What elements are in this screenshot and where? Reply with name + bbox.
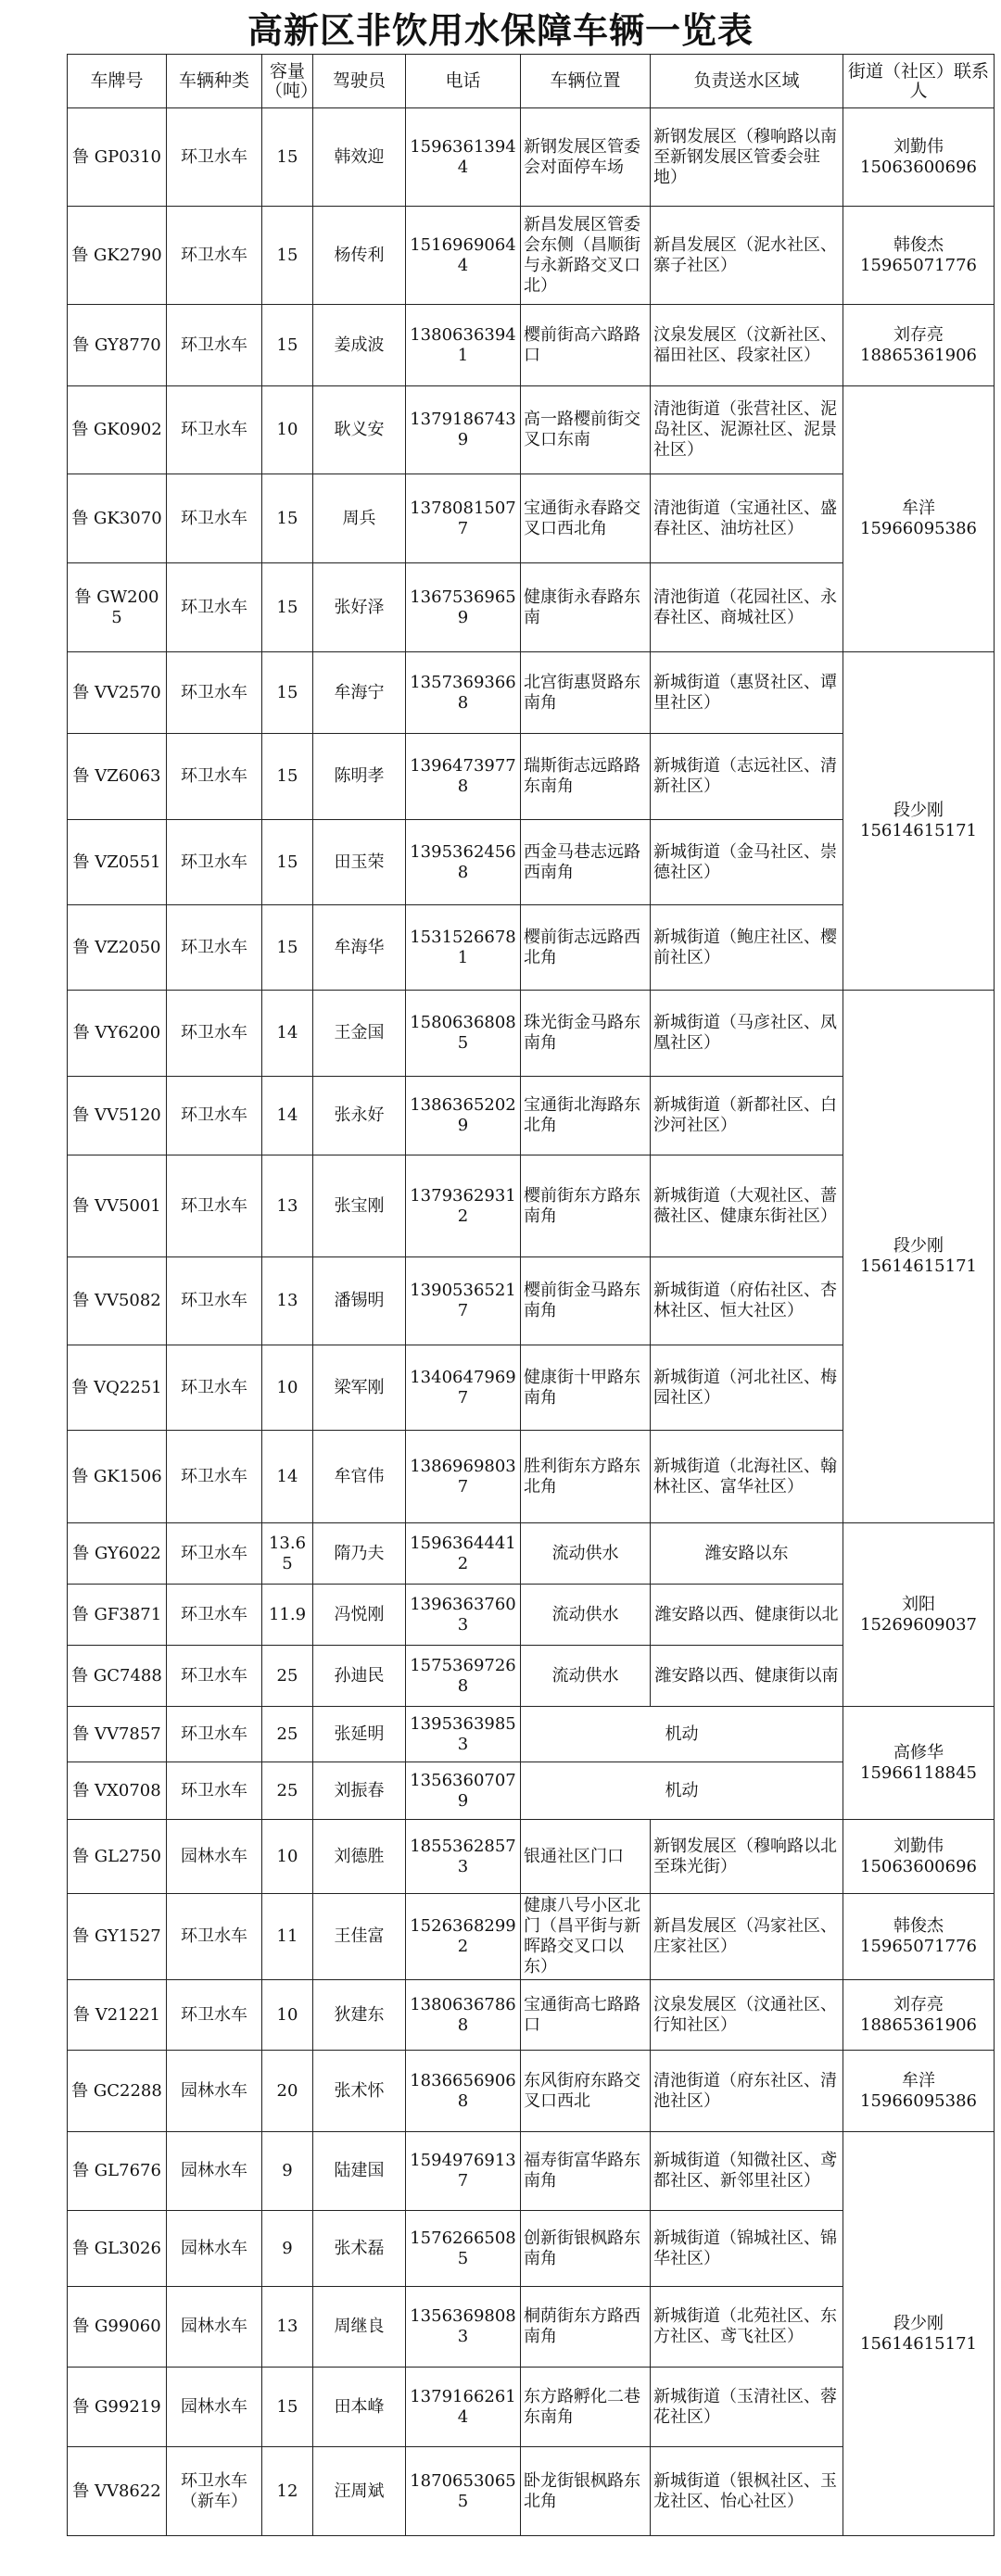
contact-phone: 18865361906 <box>860 345 977 365</box>
driver-cell: 汪周斌 <box>313 2447 406 2536</box>
contact-name: 刘勤伟 <box>893 136 944 157</box>
driver-cell: 田玉荣 <box>313 820 406 905</box>
capacity-cell: 25 <box>262 1762 313 1820</box>
area-cell: 新昌发展区（泥水社区、寨子社区） <box>651 207 843 305</box>
contact-name: 刘勤伟 <box>893 1836 944 1856</box>
capacity-cell: 14 <box>262 1431 313 1523</box>
phone-cell: 15806368085 <box>406 991 521 1077</box>
phone-cell: 15753697268 <box>406 1646 521 1707</box>
area-cell: 清池街道（花园社区、永春社区、商城社区） <box>651 563 843 652</box>
vehicle-type-cell: 园林水车 <box>167 2132 262 2211</box>
area-cell: 新城街道（玉清社区、蓉花社区） <box>651 2368 843 2447</box>
vehicle-type-cell: 园林水车 <box>167 2051 262 2132</box>
phone-cell: 18366569068 <box>406 2051 521 2132</box>
capacity-cell: 10 <box>262 1820 313 1894</box>
capacity-cell: 11 <box>262 1894 313 1980</box>
contact-cell <box>843 1894 995 1980</box>
header-capacity: 容量（吨） <box>262 55 313 108</box>
vehicle-type-cell: 环卫水车 <box>167 386 262 474</box>
driver-cell: 牟海华 <box>313 905 406 991</box>
driver-cell: 张永好 <box>313 1077 406 1155</box>
contact-name: 韩俊杰 <box>893 1916 944 1936</box>
contact-name: 段少刚 <box>893 801 944 820</box>
phone-cell: 13791867439 <box>406 386 521 474</box>
vehicle-type-cell: 环卫水车 <box>167 305 262 386</box>
area-cell: 新昌发展区（冯家社区、庄家社区） <box>651 1894 843 1980</box>
area-cell: 新钢发展区（穆响路以南至新钢发展区管委会驻地） <box>651 108 843 207</box>
table-body <box>68 108 995 2536</box>
plate-cell: 鲁 VV8622 <box>68 2447 167 2536</box>
location-cell: 胜利街东方路东北角 <box>521 1431 651 1523</box>
driver-cell: 田本峰 <box>313 2368 406 2447</box>
driver-cell: 梁军刚 <box>313 1345 406 1431</box>
area-cell: 新城街道（知微社区、鸢都社区、新邻里社区） <box>651 2132 843 2211</box>
phone-cell: 13863652029 <box>406 1077 521 1155</box>
contact-name: 段少刚 <box>893 1236 944 1256</box>
phone-cell: 13675369659 <box>406 563 521 652</box>
driver-cell: 刘振春 <box>313 1762 406 1820</box>
location-cell: 卧龙街银枫路东北角 <box>521 2447 651 2536</box>
contact-phone: 15966095386 <box>860 519 977 538</box>
capacity-cell: 14 <box>262 1077 313 1155</box>
capacity-cell: 20 <box>262 2051 313 2132</box>
location-cell: 西金马巷志远路西南角 <box>521 820 651 905</box>
phone-cell: 18553628573 <box>406 1820 521 1894</box>
plate-cell: 鲁 GF3871 <box>68 1585 167 1646</box>
area-cell: 新城街道（大观社区、蔷薇社区、健康东街社区） <box>651 1155 843 1257</box>
area-cell: 新城街道（鲍庄社区、樱前社区） <box>651 905 843 991</box>
driver-cell: 耿义安 <box>313 386 406 474</box>
phone-cell: 13406479697 <box>406 1345 521 1431</box>
driver-cell: 韩效迎 <box>313 108 406 207</box>
plate-cell: 鲁 GP0310 <box>68 108 167 207</box>
vehicle-type-cell: 环卫水车 <box>167 905 262 991</box>
driver-cell: 张好泽 <box>313 563 406 652</box>
vehicle-type-cell: 园林水车 <box>167 2287 262 2368</box>
table-row <box>68 1707 995 1762</box>
capacity-cell: 10 <box>262 1980 313 2051</box>
vehicle-type-cell: 园林水车 <box>167 1820 262 1894</box>
vehicle-type-cell: 环卫水车 <box>167 1257 262 1345</box>
contact-name: 高修华 <box>893 1742 944 1762</box>
vehicle-type-cell: 环卫水车 <box>167 108 262 207</box>
plate-cell: 鲁 VV2570 <box>68 652 167 734</box>
capacity-cell: 15 <box>262 652 313 734</box>
capacity-cell: 13 <box>262 1257 313 1345</box>
header-contact: 街道（社区）联系人 <box>843 55 995 108</box>
location-cell: 樱前街东方路东南角 <box>521 1155 651 1257</box>
plate-cell: 鲁 G99219 <box>68 2368 167 2447</box>
location-cell: 新昌发展区管委会东侧（昌顺街与永新路交叉口北） <box>521 207 651 305</box>
vehicle-type-cell: 环卫水车 <box>167 1345 262 1431</box>
phone-cell: 15169690644 <box>406 207 521 305</box>
location-cell: 银通社区门口 <box>521 1820 651 1894</box>
plate-cell: 鲁 GL3026 <box>68 2211 167 2287</box>
area-cell: 机动 <box>521 1762 843 1820</box>
vehicle-type-cell: 环卫水车 <box>167 1585 262 1646</box>
driver-cell: 周继良 <box>313 2287 406 2368</box>
vehicle-type-cell: 环卫水车 <box>167 1980 262 2051</box>
location-cell: 健康街永春路东南 <box>521 563 651 652</box>
driver-cell: 牟海宁 <box>313 652 406 734</box>
phone-cell: 18706530655 <box>406 2447 521 2536</box>
capacity-cell: 10 <box>262 1345 313 1431</box>
driver-cell: 孙迪民 <box>313 1646 406 1707</box>
contact-cell <box>843 2132 995 2536</box>
location-cell: 桐荫街东方路西南角 <box>521 2287 651 2368</box>
vehicle-type-cell: 环卫水车 <box>167 563 262 652</box>
table-row <box>68 1820 995 1894</box>
vehicle-type-cell: 环卫水车 <box>167 474 262 563</box>
contact-phone: 15269609037 <box>860 1614 977 1635</box>
area-cell: 新城街道（志远社区、清新社区） <box>651 734 843 820</box>
driver-cell: 姜成波 <box>313 305 406 386</box>
contact-phone: 15614615171 <box>860 2333 977 2354</box>
capacity-cell: 11.9 <box>262 1585 313 1646</box>
location-cell: 樱前街志远路西北角 <box>521 905 651 991</box>
phone-cell: 13780815077 <box>406 474 521 563</box>
capacity-cell: 10 <box>262 386 313 474</box>
plate-cell: 鲁 VZ2050 <box>68 905 167 991</box>
phone-cell: 13573693668 <box>406 652 521 734</box>
vehicle-type-cell: 园林水车 <box>167 2368 262 2447</box>
driver-cell: 张延明 <box>313 1707 406 1762</box>
plate-cell: 鲁 GC7488 <box>68 1646 167 1707</box>
driver-cell: 张术磊 <box>313 2211 406 2287</box>
contact-name: 牟洋 <box>902 499 935 518</box>
area-cell: 新城街道（新都社区、白沙河社区） <box>651 1077 843 1155</box>
header-type: 车辆种类 <box>167 55 262 108</box>
capacity-cell: 12 <box>262 2447 313 2536</box>
table-header-row <box>68 55 995 108</box>
area-cell: 新城街道（府佑社区、杏林社区、恒大社区） <box>651 1257 843 1345</box>
contact-cell <box>843 1980 995 2051</box>
plate-cell: 鲁 GW2005 <box>68 563 167 652</box>
contact-cell <box>843 1707 995 1820</box>
page-title: 高新区非饮用水保障车辆一览表 <box>247 9 754 51</box>
area-cell: 新城街道（北苑社区、东方社区、鸢飞社区） <box>651 2287 843 2368</box>
location-cell: 新钢发展区管委会对面停车场 <box>521 108 651 207</box>
contact-name: 刘存亮 <box>893 324 944 345</box>
contact-phone: 15965071776 <box>860 1937 977 1956</box>
phone-cell: 13563607079 <box>406 1762 521 1820</box>
area-cell: 汶泉发展区（汶新社区、福田社区、段家社区） <box>651 305 843 386</box>
capacity-cell: 15 <box>262 207 313 305</box>
phone-cell: 13953624568 <box>406 820 521 905</box>
driver-cell: 潘锡明 <box>313 1257 406 1345</box>
plate-cell: 鲁 GK0902 <box>68 386 167 474</box>
vehicle-type-cell: 环卫水车 <box>167 1077 262 1155</box>
vehicle-type-cell: 环卫水车 <box>167 207 262 305</box>
location-cell: 高一路樱前街交叉口东南 <box>521 386 651 474</box>
location-cell: 樱前街高六路路口 <box>521 305 651 386</box>
contact-cell <box>843 108 995 207</box>
phone-cell: 15949769137 <box>406 2132 521 2211</box>
plate-cell: 鲁 VY6200 <box>68 991 167 1077</box>
phone-cell: 15263682992 <box>406 1894 521 1980</box>
area-cell: 清池街道（张营社区、泥岛社区、泥源社区、泥景社区） <box>651 386 843 474</box>
vehicle-type-cell: 环卫水车（新车） <box>167 2447 262 2536</box>
area-cell: 机动 <box>521 1707 843 1762</box>
contact-name: 刘阳 <box>902 1594 935 1614</box>
vehicle-type-cell: 环卫水车 <box>167 991 262 1077</box>
plate-cell: 鲁 VV5120 <box>68 1077 167 1155</box>
capacity-cell: 15 <box>262 563 313 652</box>
driver-cell: 周兵 <box>313 474 406 563</box>
table-row <box>68 207 995 305</box>
phone-cell: 15963644412 <box>406 1523 521 1585</box>
driver-cell: 刘德胜 <box>313 1820 406 1894</box>
contact-cell <box>843 386 995 652</box>
area-cell: 新城街道（惠贤社区、谭里社区） <box>651 652 843 734</box>
vehicle-type-cell: 环卫水车 <box>167 1431 262 1523</box>
capacity-cell: 15 <box>262 108 313 207</box>
vehicle-type-cell: 园林水车 <box>167 2211 262 2287</box>
capacity-cell: 15 <box>262 474 313 563</box>
vehicle-type-cell: 环卫水车 <box>167 1646 262 1707</box>
table-row <box>68 386 995 474</box>
area-cell: 潍安路以西、健康街以南 <box>651 1646 843 1707</box>
driver-cell: 张术怀 <box>313 2051 406 2132</box>
header-driver: 驾驶员 <box>313 55 406 108</box>
capacity-cell: 15 <box>262 734 313 820</box>
capacity-cell: 15 <box>262 905 313 991</box>
driver-cell: 杨传利 <box>313 207 406 305</box>
plate-cell: 鲁 GK2790 <box>68 207 167 305</box>
capacity-cell: 15 <box>262 820 313 905</box>
plate-cell: 鲁 G99060 <box>68 2287 167 2368</box>
location-cell: 樱前街金马路东南角 <box>521 1257 651 1345</box>
phone-cell: 13963637603 <box>406 1585 521 1646</box>
area-cell: 清池街道（府东社区、清池社区） <box>651 2051 843 2132</box>
header-area: 负责送水区域 <box>651 55 843 108</box>
driver-cell: 冯悦刚 <box>313 1585 406 1646</box>
capacity-cell: 13 <box>262 2287 313 2368</box>
location-cell: 北宫街惠贤路东南角 <box>521 652 651 734</box>
plate-cell: 鲁 GL2750 <box>68 1820 167 1894</box>
plate-cell: 鲁 GK1506 <box>68 1431 167 1523</box>
contact-name: 牟洋 <box>902 2070 935 2090</box>
area-cell: 潍安路以西、健康街以北 <box>651 1585 843 1646</box>
location-cell: 宝通街北海路东北角 <box>521 1077 651 1155</box>
capacity-cell: 9 <box>262 2211 313 2287</box>
table-row <box>68 1894 995 1980</box>
plate-cell: 鲁 GY1527 <box>68 1894 167 1980</box>
table-row <box>68 1523 995 1585</box>
vehicle-type-cell: 环卫水车 <box>167 734 262 820</box>
phone-cell: 13791662614 <box>406 2368 521 2447</box>
capacity-cell: 9 <box>262 2132 313 2211</box>
vehicle-type-cell: 环卫水车 <box>167 652 262 734</box>
location-cell: 流动供水 <box>521 1585 651 1646</box>
phone-cell: 13563698083 <box>406 2287 521 2368</box>
location-cell: 瑞斯街志远路路东南角 <box>521 734 651 820</box>
plate-cell: 鲁 VZ6063 <box>68 734 167 820</box>
location-cell: 创新街银枫路东南角 <box>521 2211 651 2287</box>
capacity-cell: 15 <box>262 2368 313 2447</box>
location-cell: 珠光街金马路东南角 <box>521 991 651 1077</box>
phone-cell: 13869698037 <box>406 1431 521 1523</box>
vehicle-type-cell: 环卫水车 <box>167 1155 262 1257</box>
driver-cell: 张宝刚 <box>313 1155 406 1257</box>
vehicle-type-cell: 环卫水车 <box>167 820 262 905</box>
vehicle-type-cell: 环卫水车 <box>167 1894 262 1980</box>
area-cell: 新城街道（锦城社区、锦华社区） <box>651 2211 843 2287</box>
contact-cell <box>843 652 995 991</box>
table-row <box>68 1980 995 2051</box>
capacity-cell: 13 <box>262 1155 313 1257</box>
contact-cell <box>843 207 995 305</box>
area-cell: 新城街道（河北社区、梅园社区） <box>651 1345 843 1431</box>
location-cell: 流动供水 <box>521 1523 651 1585</box>
area-cell: 新城街道（北海社区、翰林社区、富华社区） <box>651 1431 843 1523</box>
contact-cell <box>843 1523 995 1707</box>
header-location: 车辆位置 <box>521 55 651 108</box>
driver-cell: 狄建东 <box>313 1980 406 2051</box>
plate-cell: 鲁 GK3070 <box>68 474 167 563</box>
contact-name: 刘存亮 <box>893 1994 944 2014</box>
contact-phone: 15063600696 <box>860 1856 977 1876</box>
phone-cell: 13953639853 <box>406 1707 521 1762</box>
driver-cell: 王金国 <box>313 991 406 1077</box>
location-cell: 健康街十甲路东南角 <box>521 1345 651 1431</box>
area-cell: 潍安路以东 <box>651 1523 843 1585</box>
table-row <box>68 991 995 1077</box>
capacity-cell: 15 <box>262 305 313 386</box>
capacity-cell: 13.65 <box>262 1523 313 1585</box>
location-cell: 宝通街高七路路口 <box>521 1980 651 2051</box>
location-cell: 健康八号小区北门（昌平街与新晖路交叉口以东） <box>521 1894 651 1980</box>
contact-name: 韩俊杰 <box>893 234 944 255</box>
plate-cell: 鲁 GY6022 <box>68 1523 167 1585</box>
location-cell: 流动供水 <box>521 1646 651 1707</box>
phone-cell: 13806367868 <box>406 1980 521 2051</box>
vehicle-type-cell: 环卫水车 <box>167 1523 262 1585</box>
contact-name: 段少刚 <box>893 2313 944 2333</box>
header-phone: 电话 <box>406 55 521 108</box>
contact-phone: 15965071776 <box>860 255 977 275</box>
contact-cell <box>843 991 995 1523</box>
location-cell: 东方路孵化二巷东南角 <box>521 2368 651 2447</box>
vehicle-table <box>67 54 995 2536</box>
area-cell: 新城街道（马彦社区、凤凰社区） <box>651 991 843 1077</box>
plate-cell: 鲁 VZ0551 <box>68 820 167 905</box>
table-row <box>68 2051 995 2132</box>
area-cell: 新钢发展区（穆响路以北至珠光街） <box>651 1820 843 1894</box>
phone-cell: 13964739778 <box>406 734 521 820</box>
vehicle-type-cell: 环卫水车 <box>167 1707 262 1762</box>
driver-cell: 牟官伟 <box>313 1431 406 1523</box>
contact-cell <box>843 2051 995 2132</box>
contact-phone: 15966118845 <box>860 1762 977 1783</box>
plate-cell: 鲁 VV5082 <box>68 1257 167 1345</box>
phone-cell: 15315266781 <box>406 905 521 991</box>
phone-cell: 13793629312 <box>406 1155 521 1257</box>
contact-cell <box>843 1820 995 1894</box>
contact-phone: 18865361906 <box>860 2014 977 2035</box>
capacity-cell: 25 <box>262 1707 313 1762</box>
plate-cell: 鲁 VV5001 <box>68 1155 167 1257</box>
area-cell: 新城街道（金马社区、崇德社区） <box>651 820 843 905</box>
vehicle-type-cell: 环卫水车 <box>167 1762 262 1820</box>
table-row <box>68 305 995 386</box>
header-plate: 车牌号 <box>68 55 167 108</box>
driver-cell: 王佳富 <box>313 1894 406 1980</box>
location-cell: 东风街府东路交叉口西北 <box>521 2051 651 2132</box>
plate-cell: 鲁 GY8770 <box>68 305 167 386</box>
plate-cell: 鲁 V21221 <box>68 1980 167 2051</box>
plate-cell: 鲁 VX0708 <box>68 1762 167 1820</box>
contact-phone: 15966095386 <box>860 2090 977 2111</box>
phone-cell: 13806363941 <box>406 305 521 386</box>
area-cell: 清池街道（宝通社区、盛春社区、油坊社区） <box>651 474 843 563</box>
location-cell: 宝通街永春路交叉口西北角 <box>521 474 651 563</box>
plate-cell: 鲁 GC2288 <box>68 2051 167 2132</box>
contact-phone: 15614615171 <box>860 821 977 840</box>
phone-cell: 13905365217 <box>406 1257 521 1345</box>
table-row <box>68 108 995 207</box>
driver-cell: 隋乃夫 <box>313 1523 406 1585</box>
contact-phone: 15614615171 <box>860 1256 977 1276</box>
plate-cell: 鲁 GL7676 <box>68 2132 167 2211</box>
location-cell: 福寿街富华路东南角 <box>521 2132 651 2211</box>
driver-cell: 陆建国 <box>313 2132 406 2211</box>
capacity-cell: 25 <box>262 1646 313 1707</box>
area-cell: 汶泉发展区（汶通社区、行知社区） <box>651 1980 843 2051</box>
driver-cell: 陈明孝 <box>313 734 406 820</box>
table-row <box>68 2132 995 2211</box>
contact-cell <box>843 305 995 386</box>
contact-phone: 15063600696 <box>860 157 977 177</box>
table-row <box>68 652 995 734</box>
plate-cell: 鲁 VQ2251 <box>68 1345 167 1431</box>
phone-cell: 15963613944 <box>406 108 521 207</box>
plate-cell: 鲁 VV7857 <box>68 1707 167 1762</box>
area-cell: 新城街道（银枫社区、玉龙社区、怡心社区） <box>651 2447 843 2536</box>
phone-cell: 15762665085 <box>406 2211 521 2287</box>
capacity-cell: 14 <box>262 991 313 1077</box>
